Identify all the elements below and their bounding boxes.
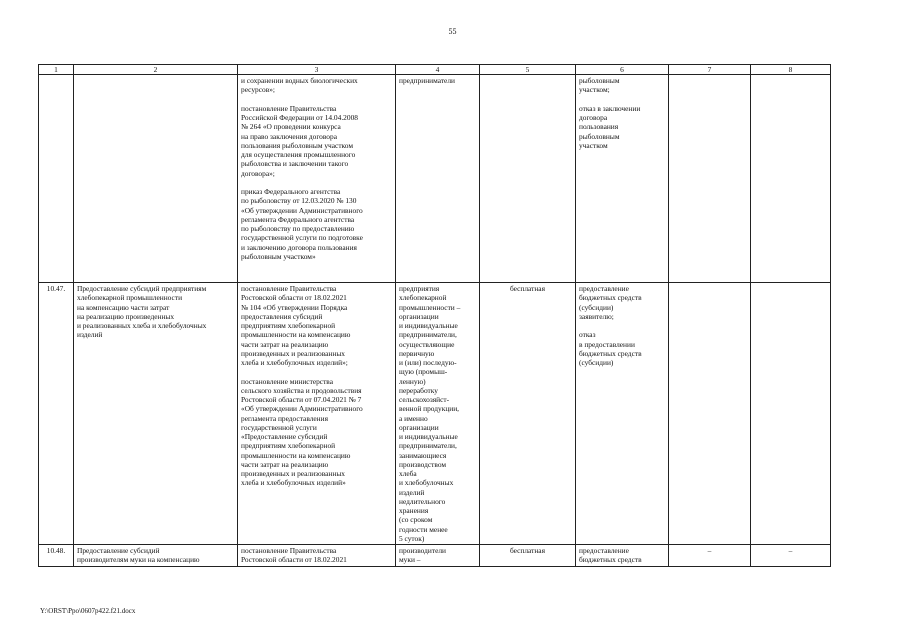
service-result: предоставление бюджетных средств xyxy=(576,545,669,567)
recipients: предприятия хлебопекарной промышленности – организации и индивидуальные предприниматели, осуществляющие первичную и (или) последую- щую (промыш- ленную) переработку сельскохозяйст- венной продукции, а именно организации и индивидуальные предприниматели, занимающиеся производством хлеба и хлебобулочных изделий недлительного хранения (со сроком годности менее 5 суток) xyxy=(396,283,480,545)
column-7-value xyxy=(669,283,751,545)
table-row xyxy=(39,283,831,545)
row-number: 10.48. xyxy=(39,545,74,567)
payment-terms xyxy=(480,75,576,283)
column-8-value: – xyxy=(751,545,831,567)
service-result: предоставление бюджетных средств (субсидии) заявителю; отказ в предоставлении бюджетных средств (субсидии) xyxy=(576,283,669,545)
table-row xyxy=(39,545,831,567)
payment-terms: бесплатная xyxy=(480,545,576,567)
column-7-value: – xyxy=(669,545,751,567)
legal-basis: постановление Правительства Ростовской области от 18.02.2021 № 104 «Об утверждении Порядка предоставления субсидий предприятиям хлебопекарной промышленности на компенсацию части затрат на реализацию произведенных и реализованных хлеба и хлебобулочных изделий»; постановление министерства сельского хозяйства и продовольствия Ростовской области от 07.04.2021 № 7 «Об утверждении Административного регламента предоставления государственной услуги «Предоставление субсидий предприятиям хлебопекарной промышленности на компенсацию части затрат на реализацию произведенных и реализованных хлеба и хлебобулочных изделий» xyxy=(238,283,396,545)
column-number: 2 xyxy=(74,65,238,75)
page-number: 55 xyxy=(448,27,457,36)
recipients: предприниматели xyxy=(396,75,480,283)
column-number-row xyxy=(39,65,831,75)
column-number: 1 xyxy=(39,65,74,75)
legal-basis: постановление Правительства Ростовской области от 18.02.2021 xyxy=(238,545,396,567)
services-table xyxy=(38,64,831,567)
column-number: 7 xyxy=(669,65,751,75)
row-number xyxy=(39,75,74,283)
legal-basis: и сохранении водных биологических ресурсов»; постановление Правительства Российской Федерации от 14.04.2008 № 264 «О проведении конкурса на право заключения договора пользования рыболовным участком для осуществления промышленного рыболовства и заключении такого договора»; приказ Федерального агентства по рыболовству от 12.03.2020 № 130 «Об утверждении Административного регламента Федерального агентства по рыболовству по предоставлению государственной услуги по подготовке и заключению договора пользования рыболовным участком» xyxy=(238,75,396,283)
column-number: 6 xyxy=(576,65,669,75)
column-8-value xyxy=(751,283,831,545)
service-name: Предоставление субсидий производителям муки на компенсацию xyxy=(74,545,238,567)
service-name xyxy=(74,75,238,283)
row-number: 10.47. xyxy=(39,283,74,545)
column-8-value xyxy=(751,75,831,283)
column-number: 4 xyxy=(396,65,480,75)
column-number: 5 xyxy=(480,65,576,75)
service-result: рыболовным участком; отказ в заключении договора пользования рыболовным участком xyxy=(576,75,669,283)
payment-terms: бесплатная xyxy=(480,283,576,545)
file-path-footer: Y:\ORST\Ppo\0607p422.f21.docx xyxy=(40,607,136,615)
table-row xyxy=(39,75,831,283)
column-number: 3 xyxy=(238,65,396,75)
recipients: производители муки – xyxy=(396,545,480,567)
service-name: Предоставление субсидий предприятиям хлебопекарной промышленности на компенсацию части затрат на реализацию произведенных и реализованных хлеба и хлебобулочных изделий xyxy=(74,283,238,545)
column-7-value xyxy=(669,75,751,283)
column-number: 8 xyxy=(751,65,831,75)
